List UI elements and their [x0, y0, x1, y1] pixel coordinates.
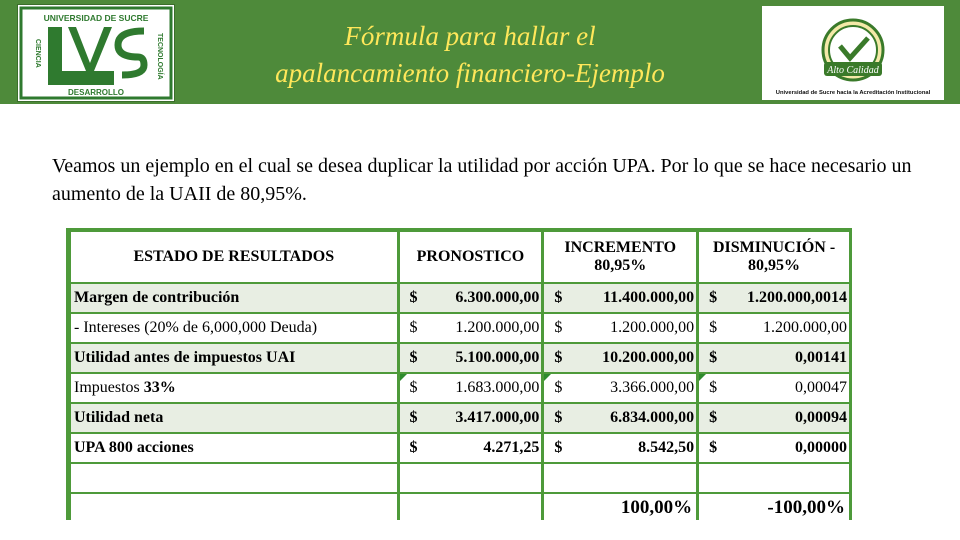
table-row [71, 314, 849, 342]
comment-marker-icon [544, 374, 551, 381]
header-label: ESTADO DE RESULTADOS [133, 248, 335, 265]
value-cell [544, 314, 696, 342]
value-cell [544, 344, 696, 372]
value-cell [400, 344, 542, 372]
comment-marker-icon [400, 374, 407, 381]
currency-sign: $ [709, 379, 718, 396]
value: 0,00000 [795, 439, 847, 456]
row-label: UPA 800 acciones [71, 434, 397, 462]
empty-cell [699, 464, 849, 492]
accreditation-seal [762, 6, 944, 100]
empty-cell [71, 464, 397, 492]
currency-sign: $ [709, 289, 718, 306]
value-cell [699, 404, 849, 432]
currency-sign: $ [709, 439, 718, 456]
header-cell [400, 232, 542, 282]
value: 4.271,25 [483, 439, 540, 456]
empty-cell [400, 494, 542, 522]
row-label: Utilidad antes de impuestos UAI [71, 344, 397, 372]
intro-paragraph: Veamos un ejemplo en el cual se desea duplicar la utilidad por acción UPA. Por lo que se hace necesario un aumento de la UAII de 80,95%. [52, 155, 912, 205]
header-cell [699, 232, 849, 282]
value: 6.834.000,00 [610, 409, 695, 426]
empty-row [71, 464, 849, 492]
header-cell [71, 232, 397, 282]
row-label: Utilidad neta [71, 404, 397, 432]
totals-row [71, 494, 849, 522]
header-cell [544, 232, 696, 282]
value-cell [699, 374, 849, 402]
logo-top-text: UNIVERSIDAD DE SUCRE [43, 13, 149, 23]
header-label: 80,95% [594, 257, 647, 274]
currency-sign: $ [554, 289, 563, 306]
value-cell [699, 314, 849, 342]
total-increment: 100,00% [544, 494, 696, 522]
row-label [71, 374, 397, 402]
university-logo-graphic [18, 5, 174, 101]
currency-sign: $ [554, 349, 563, 366]
currency-sign: $ [409, 319, 418, 336]
slide-title-line-1: Fórmula para hallar el [344, 21, 596, 51]
value-cell [544, 404, 696, 432]
slide-title-line-2: apalancamiento financiero-Ejemplo [275, 58, 665, 88]
currency-sign: $ [709, 349, 718, 366]
value: 1.200.000,0014 [747, 289, 847, 306]
value: 1.200.000,00 [610, 319, 695, 336]
empty-cell [400, 464, 542, 492]
currency-sign: $ [409, 439, 418, 456]
value: 3.417.000,00 [455, 409, 540, 426]
header-label: INCREMENTO [564, 239, 677, 256]
seal-caption: Universidad de Sucre hacia la Acreditación Institucional [775, 90, 931, 96]
comment-marker-icon [699, 374, 706, 381]
header-label: 80,95% [748, 257, 801, 274]
university-logo [17, 4, 175, 102]
value-cell [544, 434, 696, 462]
value: 0,00094 [795, 409, 847, 426]
value-cell [699, 284, 849, 312]
value-cell [400, 404, 542, 432]
table-row [71, 374, 849, 402]
value-cell [544, 284, 696, 312]
table-row [71, 284, 849, 312]
value-cell [400, 374, 542, 402]
value-cell [544, 374, 696, 402]
value: 10.200.000,00 [602, 349, 695, 366]
value: 1.683.000,00 [455, 379, 540, 396]
logo-right-text: TECNOLOGÍA [156, 33, 163, 80]
value-cell [699, 344, 849, 372]
value: 3.366.000,00 [610, 379, 695, 396]
row-label-text: Impuestos [74, 379, 140, 396]
table-row [71, 404, 849, 432]
value: 6.300.000,00 [455, 289, 540, 306]
accreditation-logo [762, 6, 944, 100]
currency-sign: $ [409, 289, 418, 306]
currency-sign: $ [554, 409, 563, 426]
currency-sign: $ [409, 379, 418, 396]
currency-sign: $ [554, 319, 563, 336]
currency-sign: $ [409, 409, 418, 426]
results-table [68, 230, 852, 524]
header-label: PRONOSTICO [416, 248, 525, 265]
row-label-rate: 33% [143, 379, 176, 396]
value: 0,00141 [795, 349, 847, 366]
table-row [71, 434, 849, 462]
total-decrease: -100,00% [699, 494, 849, 522]
row-label: - Intereses (20% de 6,000,000 Deuda) [71, 314, 397, 342]
value-cell [699, 434, 849, 462]
value: 11.400.000,00 [602, 289, 695, 306]
value: 1.200.000,00 [763, 319, 847, 336]
value-cell [400, 284, 542, 312]
currency-sign: $ [554, 439, 563, 456]
table-row [71, 344, 849, 372]
currency-sign: $ [409, 349, 418, 366]
header-row [71, 232, 849, 282]
logo-left-text: CIENCIA [34, 39, 41, 68]
value-cell [400, 314, 542, 342]
slide-title [190, 18, 750, 92]
income-statement-table [66, 228, 852, 520]
value: 5.100.000,00 [455, 349, 540, 366]
currency-sign: $ [554, 379, 563, 396]
value-cell [400, 434, 542, 462]
seal-badge-text: Alto Calidad [827, 65, 879, 76]
value: 1.200.000,00 [455, 319, 540, 336]
empty-cell [544, 464, 696, 492]
value: 0,00047 [795, 379, 847, 396]
header-label: DISMINUCIÓN - [712, 239, 836, 256]
row-label: Margen de contribución [71, 284, 397, 312]
value: 8.542,50 [638, 439, 695, 456]
currency-sign: $ [709, 409, 718, 426]
currency-sign: $ [709, 319, 718, 336]
logo-bottom-text: DESARROLLO [68, 88, 124, 97]
empty-cell [71, 494, 397, 522]
